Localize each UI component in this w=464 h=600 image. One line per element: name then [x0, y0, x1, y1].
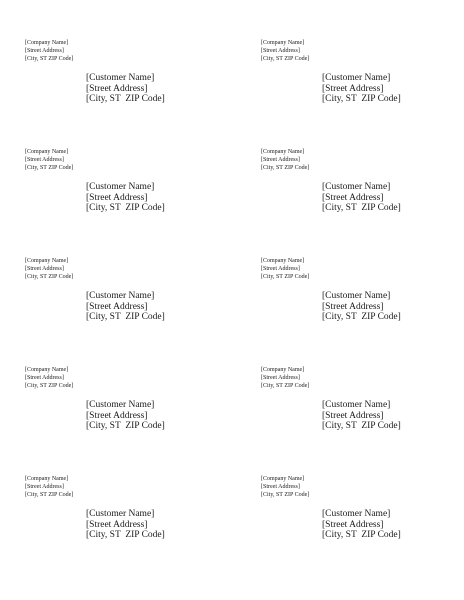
recipient-address-line: [City, ST ZIP Code]: [322, 421, 401, 431]
recipient-address-line: [Customer Name]: [86, 182, 155, 192]
return-address-line: [Street Address]: [261, 48, 300, 54]
return-address-line: [Street Address]: [261, 157, 300, 163]
recipient-address: [322, 400, 401, 432]
return-address-line: [City, ST ZIP Code]: [261, 274, 310, 280]
address-label: [0, 475, 232, 584]
return-address-line: [Company Name]: [261, 476, 305, 482]
address-label: [236, 148, 464, 257]
address-label: [236, 39, 464, 148]
return-address-line: [Company Name]: [25, 40, 69, 46]
address-label: [236, 366, 464, 475]
return-address-line: [City, ST ZIP Code]: [25, 274, 74, 280]
return-address-line: [Street Address]: [25, 157, 64, 163]
address-label: [236, 257, 464, 366]
return-address-line: [Street Address]: [25, 375, 64, 381]
recipient-address-line: [Customer Name]: [86, 73, 155, 83]
recipient-address: [86, 509, 165, 541]
return-address-line: [Company Name]: [25, 476, 69, 482]
recipient-address: [86, 182, 165, 214]
return-address-line: [City, ST ZIP Code]: [25, 492, 74, 498]
recipient-address: [86, 73, 165, 105]
return-address-line: [Street Address]: [261, 484, 300, 490]
recipient-address-line: [Street Address]: [86, 83, 148, 94]
return-address-line: [Company Name]: [25, 258, 69, 264]
recipient-address-line: [Street Address]: [322, 301, 384, 312]
recipient-address-line: [Street Address]: [322, 519, 384, 530]
recipient-address: [322, 182, 401, 214]
recipient-address-line: [City, ST ZIP Code]: [86, 94, 165, 104]
recipient-address-line: [City, ST ZIP Code]: [86, 530, 165, 540]
recipient-address-line: [Street Address]: [322, 410, 384, 421]
recipient-address: [322, 509, 401, 541]
return-address: [25, 366, 73, 390]
address-label: [0, 257, 232, 366]
recipient-address-line: [Street Address]: [86, 301, 148, 312]
recipient-address-line: [Customer Name]: [86, 509, 155, 519]
recipient-address: [322, 73, 401, 105]
address-label: [0, 366, 232, 475]
recipient-address-line: [Street Address]: [322, 83, 384, 94]
return-address-line: [Company Name]: [261, 40, 305, 46]
recipient-address-line: [City, ST ZIP Code]: [322, 203, 401, 213]
return-address: [25, 39, 73, 63]
return-address-line: [Company Name]: [261, 367, 305, 373]
recipient-address-line: [City, ST ZIP Code]: [322, 530, 401, 540]
return-address-line: [Street Address]: [261, 375, 300, 381]
recipient-address-line: [Street Address]: [86, 519, 148, 530]
recipient-address-line: [City, ST ZIP Code]: [322, 94, 401, 104]
recipient-address-line: [City, ST ZIP Code]: [322, 312, 401, 322]
recipient-address-line: [Street Address]: [322, 192, 384, 203]
recipient-address-line: [Customer Name]: [322, 291, 391, 301]
address-label: [0, 39, 232, 148]
recipient-address-line: [City, ST ZIP Code]: [86, 312, 165, 322]
recipient-address-line: [Street Address]: [86, 410, 148, 421]
address-label: [0, 148, 232, 257]
return-address: [261, 39, 309, 63]
return-address-line: [Company Name]: [25, 367, 69, 373]
return-address-line: [Company Name]: [25, 149, 69, 155]
recipient-address-line: [Customer Name]: [322, 509, 391, 519]
recipient-address-line: [City, ST ZIP Code]: [86, 203, 165, 213]
address-label: [236, 475, 464, 584]
return-address: [261, 366, 309, 390]
return-address-line: [Street Address]: [261, 266, 300, 272]
return-address-line: [Company Name]: [261, 149, 305, 155]
recipient-address: [322, 291, 401, 323]
recipient-address: [86, 291, 165, 323]
recipient-address-line: [Customer Name]: [322, 400, 391, 410]
return-address: [261, 257, 309, 281]
recipient-address-line: [City, ST ZIP Code]: [86, 421, 165, 431]
recipient-address-line: [Customer Name]: [86, 400, 155, 410]
return-address: [25, 475, 73, 499]
recipient-address-line: [Customer Name]: [322, 73, 391, 83]
return-address-line: [City, ST ZIP Code]: [25, 165, 74, 171]
return-address-line: [City, ST ZIP Code]: [261, 56, 310, 62]
return-address-line: [City, ST ZIP Code]: [261, 165, 310, 171]
return-address: [261, 475, 309, 499]
return-address-line: [Company Name]: [261, 258, 305, 264]
recipient-address-line: [Street Address]: [86, 192, 148, 203]
return-address-line: [City, ST ZIP Code]: [261, 492, 310, 498]
return-address-line: [Street Address]: [25, 48, 64, 54]
return-address: [261, 148, 309, 172]
return-address: [25, 148, 73, 172]
return-address-line: [City, ST ZIP Code]: [261, 383, 310, 389]
recipient-address-line: [Customer Name]: [322, 182, 391, 192]
return-address: [25, 257, 73, 281]
return-address-line: [City, ST ZIP Code]: [25, 56, 74, 62]
return-address-line: [City, ST ZIP Code]: [25, 383, 74, 389]
return-address-line: [Street Address]: [25, 266, 64, 272]
return-address-line: [Street Address]: [25, 484, 64, 490]
recipient-address-line: [Customer Name]: [86, 291, 155, 301]
recipient-address: [86, 400, 165, 432]
